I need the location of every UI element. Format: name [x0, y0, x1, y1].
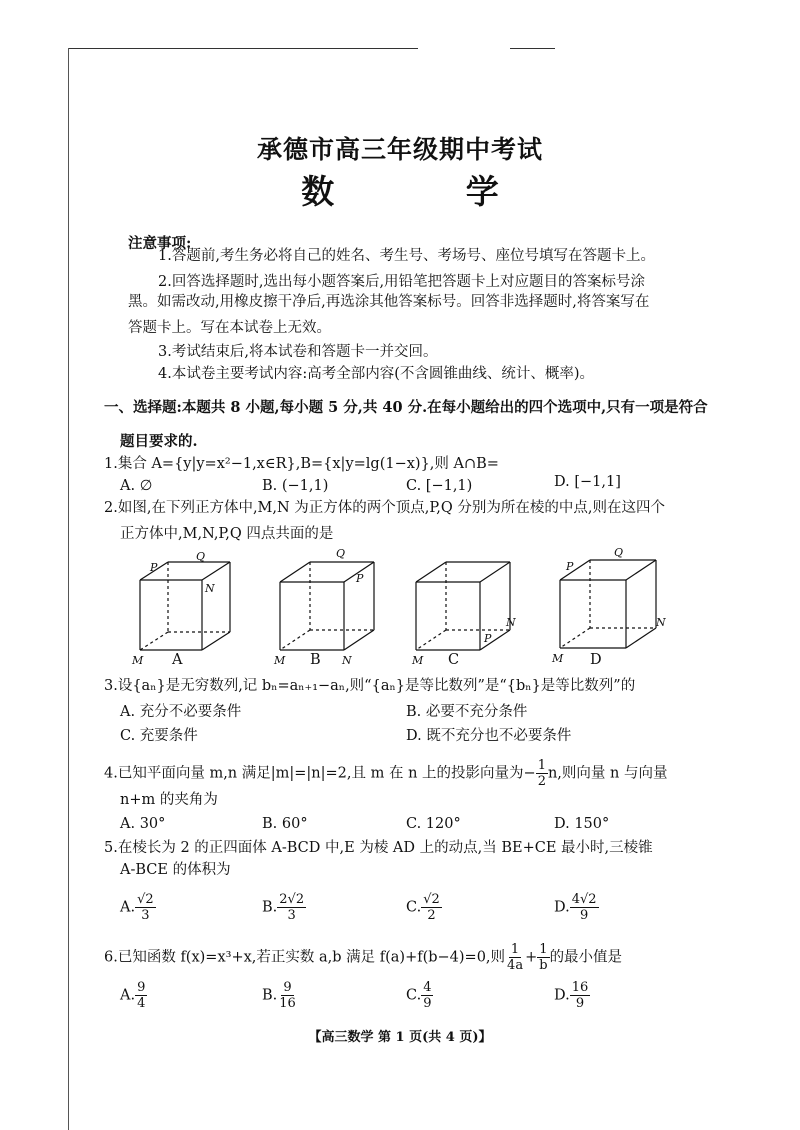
- q4-stem-b: n,则向量 n 与向量: [547, 765, 668, 782]
- cube-b-label-p: P: [356, 572, 364, 585]
- q6-c-letter: C.: [406, 987, 422, 1004]
- q5-d-num: 4√2: [571, 892, 597, 907]
- notice-heading: 注意事项:: [128, 235, 192, 252]
- q6-stem: [104, 942, 622, 973]
- cube-c-label-m: M: [412, 654, 424, 667]
- notice-line-2a: 2.回答选择题时,选出每小题答案后,用铅笔把答题卡上对应题目的答案标号涂: [158, 274, 646, 290]
- q5-c-letter: C.: [406, 899, 422, 916]
- q3-option-b: B. 必要不充分条件: [406, 704, 528, 720]
- top-rule-left: [68, 48, 418, 49]
- q1-stem: 1.集合 A={y|y=x²−1,x∈R},B={x|y=lg(1−x)},则 A∩B=: [104, 456, 499, 472]
- page-footer: 【高三数学 第 1 页(共 4 页)】: [308, 1030, 492, 1045]
- q4-fraction: [536, 758, 548, 789]
- q5-b-letter: B.: [262, 899, 278, 916]
- notice-line-3: 3.考试结束后,将本试卷和答题卡一并交回。: [158, 344, 438, 360]
- q2-stem-2: 正方体中,M,N,P,Q 四点共面的是: [120, 526, 334, 542]
- q6-frac-1-num: 1: [510, 942, 520, 957]
- q1-option-a: A. ∅: [120, 478, 153, 494]
- q5-option-d: [554, 892, 599, 923]
- q5-c-num: √2: [423, 892, 440, 907]
- q5-d-den: 9: [579, 908, 589, 923]
- section1-line1: 一、选择题:本题共 8 小题,每小题 5 分,共 40 分.在每小题给出的四个选项中,只有一项是符合: [104, 399, 708, 416]
- q5-option-a: [120, 892, 156, 923]
- notice-line-2c: 答题卡上。写在本试卷上无效。: [128, 320, 331, 336]
- q6-frac-2-num: 1: [539, 942, 548, 957]
- q5-a-den: 3: [141, 908, 150, 923]
- exam-title: 承德市高三年级期中考试: [256, 135, 543, 164]
- q3-stem: 3.设{aₙ}是无穷数列,记 bₙ=aₙ₊₁−aₙ,则“{aₙ}是等比数列”是“{bₙ}是等比数列”的: [104, 678, 636, 694]
- q6-d-letter: D.: [554, 987, 570, 1004]
- cube-d-label-q: Q: [614, 546, 624, 559]
- q6-frac-1: [505, 942, 525, 973]
- q3-option-c: C. 充要条件: [120, 728, 198, 744]
- q6-b-num: 9: [283, 980, 292, 995]
- notice-line-1: 1.答题前,考生务必将自己的姓名、考生号、考场号、座位号填写在答题卡上。: [158, 248, 655, 264]
- cube-b-label-n: N: [342, 654, 352, 667]
- cube-d: [560, 560, 656, 648]
- q5-option-b: [262, 892, 306, 923]
- q5-c-den: 2: [427, 908, 436, 923]
- q6-option-b: [262, 980, 298, 1011]
- cube-a-label-q: Q: [196, 550, 206, 563]
- q6-c-frac: [421, 980, 433, 1011]
- q4-stem-2: n+m 的夹角为: [120, 792, 218, 808]
- q4-option-a: A. 30°: [120, 816, 166, 832]
- q4-option-d: D. 150°: [554, 816, 610, 832]
- q6-d-den: 9: [575, 996, 585, 1011]
- q6-stem-b: 的最小值是: [549, 949, 623, 966]
- q6-c-num: 4: [423, 980, 432, 995]
- q5-stem-1: 5.在棱长为 2 的正四面体 A-BCD 中,E 为棱 AD 上的动点,当 BE+CE 最小时,三棱锥: [104, 840, 653, 856]
- cube-d-label-m: M: [552, 652, 564, 665]
- q5-c-frac: [421, 892, 442, 923]
- q4-stem-line1: [104, 758, 667, 789]
- cube-a-label-m: M: [132, 654, 144, 667]
- q6-frac-2-den: b: [539, 958, 548, 973]
- q6-a-frac: [135, 980, 147, 1011]
- q3-option-a: A. 充分不必要条件: [120, 704, 242, 720]
- q2-stem-1: 2.如图,在下列正方体中,M,N 为正方体的两个顶点,P,Q 分别为所在棱的中点,则在这四个: [104, 500, 665, 516]
- q6-d-frac: [570, 980, 591, 1011]
- q2-label-a: A: [172, 652, 183, 668]
- notice-line-4: 4.本试卷主要考试内容:高考全部内容(不含圆锥曲线、统计、概率)。: [158, 366, 595, 382]
- subject-title: 数 学: [301, 172, 559, 211]
- cube-c-label-p: P: [484, 632, 492, 645]
- q6-option-a: [120, 980, 147, 1011]
- q5-b-den: 3: [287, 908, 296, 923]
- q5-a-letter: A.: [120, 899, 136, 916]
- q4-stem-a: 4.已知平面向量 m,n 满足|m|=|n|=2,且 m 在 n 上的投影向量为−: [104, 765, 536, 782]
- q4-option-b: B. 60°: [262, 816, 308, 832]
- q6-stem-a: 6.已知函数 f(x)=x³+x,若正实数 a,b 满足 f(a)+f(b−4)=0,则: [104, 949, 506, 966]
- q5-option-c: [406, 892, 442, 923]
- q2-label-d: D: [590, 652, 602, 668]
- q6-a-num: 9: [137, 980, 146, 995]
- q4-option-c: C. 120°: [406, 816, 461, 832]
- q5-a-num: √2: [137, 892, 154, 907]
- q5-b-num: 2√2: [279, 892, 305, 907]
- notice-line-2b: 黑。如需改动,用橡皮擦干净后,再选涂其他答案标号。回答非选择题时,将答案写在: [128, 294, 650, 310]
- section1-line2: 题目要求的.: [120, 433, 198, 450]
- q6-c-den: 9: [423, 996, 432, 1011]
- q6-option-c: [406, 980, 433, 1011]
- top-rule-right: [510, 48, 555, 49]
- cube-c-label-n: N: [506, 616, 516, 629]
- q6-option-d: [554, 980, 590, 1011]
- q1-option-d: D. [−1,1]: [554, 474, 621, 490]
- q6-a-letter: A.: [120, 987, 136, 1004]
- q1-option-b: B. (−1,1): [262, 478, 329, 494]
- q2-label-c: C: [448, 652, 460, 668]
- q5-b-frac: [277, 892, 306, 923]
- cube-a-label-p: P: [150, 561, 158, 574]
- q1-option-c: C. [−1,1): [406, 478, 473, 494]
- q5-d-frac: [570, 892, 599, 923]
- q6-plus: +: [525, 949, 538, 966]
- q2-cube-figures: [120, 540, 690, 675]
- q6-a-den: 4: [137, 996, 146, 1011]
- q6-b-letter: B.: [262, 987, 278, 1004]
- q5-a-frac: [135, 892, 156, 923]
- cube-b-label-m: M: [274, 654, 286, 667]
- q2-label-b: B: [310, 652, 321, 668]
- q4-frac-den: 2: [537, 774, 546, 789]
- q4-frac-num: 1: [537, 758, 546, 773]
- cube-d-label-n: N: [656, 616, 666, 629]
- cube-b-label-q: Q: [336, 547, 346, 560]
- q6-b-frac: [277, 980, 298, 1011]
- q6-d-num: 16: [571, 980, 589, 995]
- q6-frac-2: [537, 942, 549, 973]
- q5-stem-2: A-BCE 的体积为: [120, 862, 231, 878]
- q5-d-letter: D.: [554, 899, 570, 916]
- cube-d-label-p: P: [566, 560, 574, 573]
- cube-a-label-n: N: [205, 582, 215, 595]
- cube-a: [140, 562, 230, 650]
- cube-c: [416, 562, 510, 650]
- q3-option-d: D. 既不充分也不必要条件: [406, 728, 572, 744]
- q6-b-den: 16: [279, 996, 296, 1011]
- q6-frac-1-den: 4a: [507, 958, 524, 973]
